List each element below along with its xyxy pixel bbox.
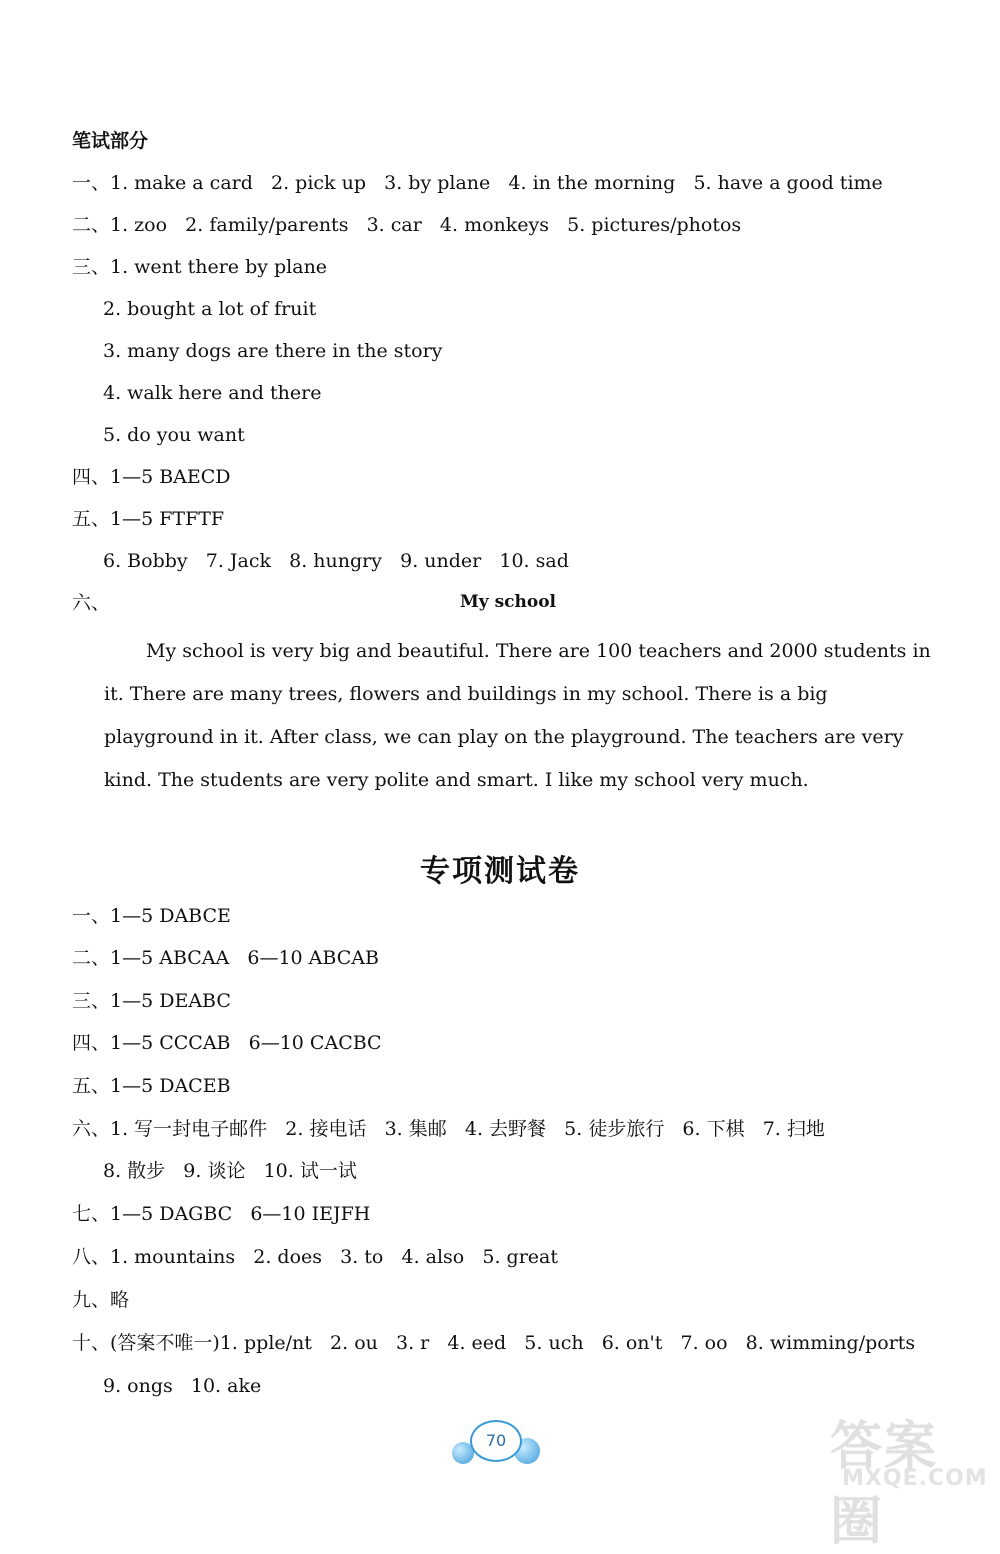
special-line-4: 四、1—5 CCCAB 6—10 CACBC bbox=[72, 1032, 382, 1054]
answer-line-3-2: 2. bought a lot of fruit bbox=[103, 298, 317, 320]
answer-line-5: 五、1—5 FTFTF bbox=[72, 508, 225, 530]
answer-line-3-5: 5. do you want bbox=[103, 424, 245, 446]
special-test-title: 专项测试卷 bbox=[420, 854, 580, 889]
special-line-1: 一、1—5 DABCE bbox=[72, 905, 231, 927]
essay-title: My school bbox=[459, 592, 557, 612]
special-line-8: 八、1. mountains 2. does 3. to 4. also 5. great bbox=[72, 1246, 558, 1268]
special-line-7: 七、1—5 DAGBC 6—10 IEJFH bbox=[72, 1203, 371, 1225]
special-line-2: 二、1—5 ABCAA 6—10 ABCAB bbox=[72, 947, 379, 969]
special-line-3: 三、1—5 DEABC bbox=[72, 990, 231, 1012]
essay-paragraph: My school is very big and beautiful. There are 100 teachers and 2000 students in it. There are many trees, flowers and buildings in my school. There is a big playground in it. After class, we can play on the playground. The teachers are very kind. The students are very polite and smart. I like my school very much. bbox=[104, 640, 931, 791]
answer-line-2: 二、1. zoo 2. family/parents 3. car 4. monkeys 5. pictures/photos bbox=[72, 214, 742, 236]
watermark-text: 答案圈 bbox=[830, 1417, 939, 1552]
answer-line-5-2: 6. Bobby 7. Jack 8. hungry 9. under 10. sad bbox=[103, 550, 569, 572]
special-line-9: 九、略 bbox=[72, 1289, 130, 1311]
answer-line-4: 四、1—5 BAECD bbox=[72, 466, 231, 488]
special-line-6-2: 8. 散步 9. 谈论 10. 试一试 bbox=[103, 1160, 357, 1182]
answer-line-3-3: 3. many dogs are there in the story bbox=[103, 340, 443, 362]
watermark-logo bbox=[830, 1404, 990, 1552]
answer-line-3: 三、1. went there by plane bbox=[72, 256, 328, 278]
page-number-badge bbox=[452, 1418, 542, 1466]
special-line-6: 六、1. 写一封电子邮件 2. 接电话 3. 集邮 4. 去野餐 5. 徒步旅行 6. 下棋 7. 扫地 bbox=[72, 1118, 825, 1140]
special-line-10-2: 9. ongs 10. ake bbox=[103, 1375, 262, 1397]
special-line-10: 十、(答案不唯一)1. pple/nt 2. ou 3. r 4. eed 5. uch 6. on't 7. oo 8. wimming/ports bbox=[72, 1332, 916, 1354]
page-number: 70 bbox=[470, 1420, 522, 1462]
section-heading-written: 笔试部分 bbox=[72, 130, 149, 152]
watermark-url: MXQE.COM bbox=[842, 1466, 988, 1491]
answer-line-1: 一、1. make a card 2. pick up 3. by plane 4. in the morning 5. have a good time bbox=[72, 172, 883, 194]
special-line-5: 五、1—5 DACEB bbox=[72, 1075, 231, 1097]
answer-line-3-4: 4. walk here and there bbox=[103, 382, 322, 404]
answer-line-6: 六、 bbox=[72, 592, 111, 614]
